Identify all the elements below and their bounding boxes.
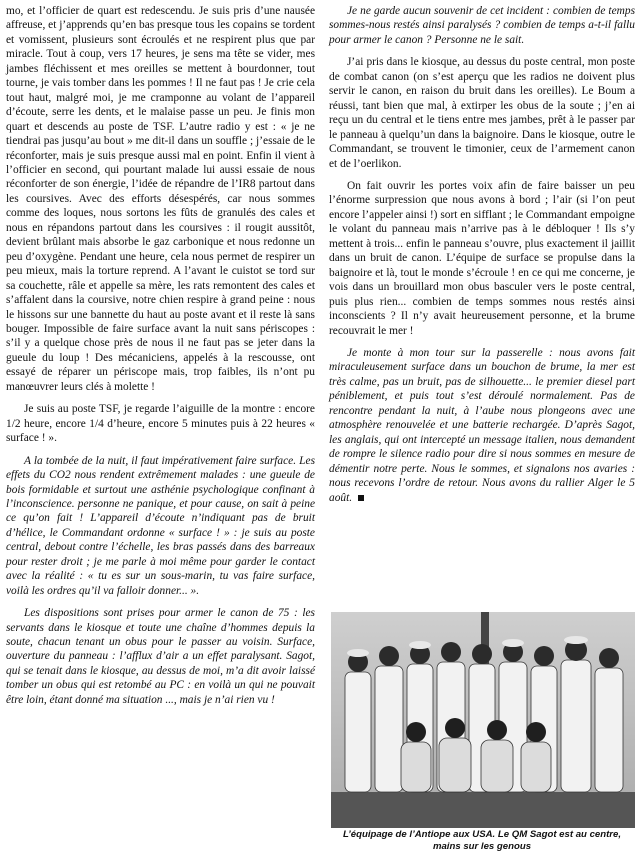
paragraph: On fait ouvrir les portes voix afin de faire baisser un peu l’énorme surpression que nous avons à bord ; l’air (si l’on peut encore l’appeler ainsi !) sort en sifflant ; le Commandant empoigne le volant du panneau mais n’arrive pas à le débloquer ! Ils s’y mettent à trois... enfin le panneau s’ouvre, plus exactement il jaillit dans un bruit de canon. L’équipe de surface se propulse dans la baignoire et là, tout le monde s’écroule ! en ce qui me concerne, je vois dans un brouillard mon obus basculer vers le poste central, puis plus rien... combien de temps sommes nous restés ainsi inconscients ? Il n’y avait heureusement personne, et la brume recouvrait le mer !: [329, 179, 635, 337]
paragraph: Je ne garde aucun souvenir de cet incident : combien de temps sommes-nous restés ainsi paralysés ? combien de temps a-t-il fallu pour armer le canon ? Personne ne le sait.: [329, 5, 635, 46]
photo-caption: L’équipage de l’Antiope aux USA. Le QM Sagot est au centre, mains sur les genous: [342, 829, 622, 852]
paragraph: Les dispositions sont prises pour armer le canon de 75 : les servants dans le kiosque et toute une chaîne d’hommes depuis la soute, chacun tenant un obus pour le passer au voisin. Surface, ouverture du panneau : l’afflux d’air a un effet paralysant. Sagot, qui se tenait dans le kiosque, au dessus de moi, m’a dit avoir laissé tomber un obus qui est retombé au PC : en voilà un qui ne pouvait être loin, étant donné ma situation ..., mais je n’ai rien vu !: [6, 607, 315, 706]
paragraph: mo, et l’officier de quart est redescendu. Je suis pris d’une nausée affreuse, et j’apprends qu’en bas presque tous les copains se tordent et vomissent, plusieurs sont écroulés et ne respirent plus que par miracle. Tout à coup, vers 17 heures, je sens ma tête se vider, mes jambes fléchissent et mes oreilles se mettent à bourdonner, tout tourne, je vais tomber dans les pommes ! Il ne faut pas ! Je crie cela tout haut, malgré moi, je me cramponne au volant de l’appareil d’écoute, serre les dents, et le malaise passe un peu. Je finis mon quart et descends au poste de TSF. L’autre radio y est : « je ne tiendrai pas jusqu’au bout » me dit-il dans un souffle ; j’essaie de le réconforter, mais je suis presque aussi mal en point. Enfin il vient à l’officier en second, qui pourtant malade lui aussi essaie de nous réconforter de son énergie, l’idée de répandre de l’IR8 partout dans les coursives. Avec des efforts désespérés, car nous sommes comme des loques, nous sortons les fûts de granulés des cales et nous en répandons partout dans les coursives : il rougit aussitôt, devient brûlant mais absorbe le gaz carbonique et nous redonne un peu d’oxygène. Pendant une heure, cela nous permet de respirer un peu mieux, mais la torture reprend. A l’avant le cuistot se tord sur sa couchette, râle et appelle sa mère, les rats remontent des cales et s’affalent dans la coursive, notre chien respire à grand peine : nous le hissons sur une bannette du haut au poste avant et il reste là sans bouger. Impossible de faire surface avant la nuit sans périscopes : s’il y a quelque chose près de nous il ne faut pas se jeter dans la gueule du loup ! Des mécaniciens, appelés à la rescousse, ont essayé de réparer un périscope mais, trop faibles, ils n’ont pu manœuvrer leurs clés à molette !: [6, 5, 315, 393]
crew-photo-image: [331, 612, 635, 828]
paragraph: A la tombée de la nuit, il faut impérativement faire surface. Les effets du CO2 nous rendent extrêmement malades : une gueule de bois formidable et surtout une asthénie psychologique confinant à l’inconscience. personne ne panique, et pour cause, on sait à peine ce qu’on fait ! L’appareil d’écoute n’indiquant pas de bruit d’hélice, le Commandant ordonne « surface ! » : je suis au poste central, debout contre l’échelle, les bras passés dans des barreaux pour rester droit ; je me parle à moi même pour garder le contact avec la réalité : « tu es sur un sous-marin, tu vas faire surface, voilà les ordres qu’il va falloir donner... ».: [6, 454, 315, 597]
end-of-article-mark: [358, 495, 364, 501]
right-column: [329, 4, 635, 505]
paragraph: Je monte à mon tour sur la passerelle : nous avons fait miraculeusement surface dans un bouchon de brume, la mer est très calme, pas un bruit, pas de silhouette... le premier diesel part péniblement, et puis tout s’est déroulé normalement. Pas de rencontre pendant la nuit, à l’aube nous plongeons avec une atmosphère renouvelée et une batterie rechargée. D’après Sagot, les anglais, qui ont intercepté un message italien, nous demandent de rompre le silence radio pour dire si nous sommes en mesure de démentir notre perte. Nous le sommes, et signalons nos avaries : nous recevons l’ordre de retour. Nous avons du rallier Alger le 5 août.: [329, 346, 635, 504]
paragraph: J’ai pris dans le kiosque, au dessus du poste central, mon poste de combat canon (on s’est aperçu que les radios ne doivent plus servir le canon, en raison du bruit dans les oreilles). Le Boum a réussi, tant bien que mal, à extirper les obus de la soute ; j’en ai reçu un du central et le tiens entre mes jambes, prêt à le passer par le panneau à quelqu’un dans la baignoire. Dans le kiosque, outre le Commandant, se trouvent le timonier, ceux de l’armement canon et de l’oerlikon.: [329, 56, 635, 170]
paragraph: Je suis au poste TSF, je regarde l’aiguille de la montre : encore 1/2 heure, encore 1/4 d’heure, encore 5 minutes puis à 22 heures « surface ! ».: [6, 403, 315, 445]
crew-photo: [331, 612, 635, 828]
left-column: [6, 4, 315, 707]
